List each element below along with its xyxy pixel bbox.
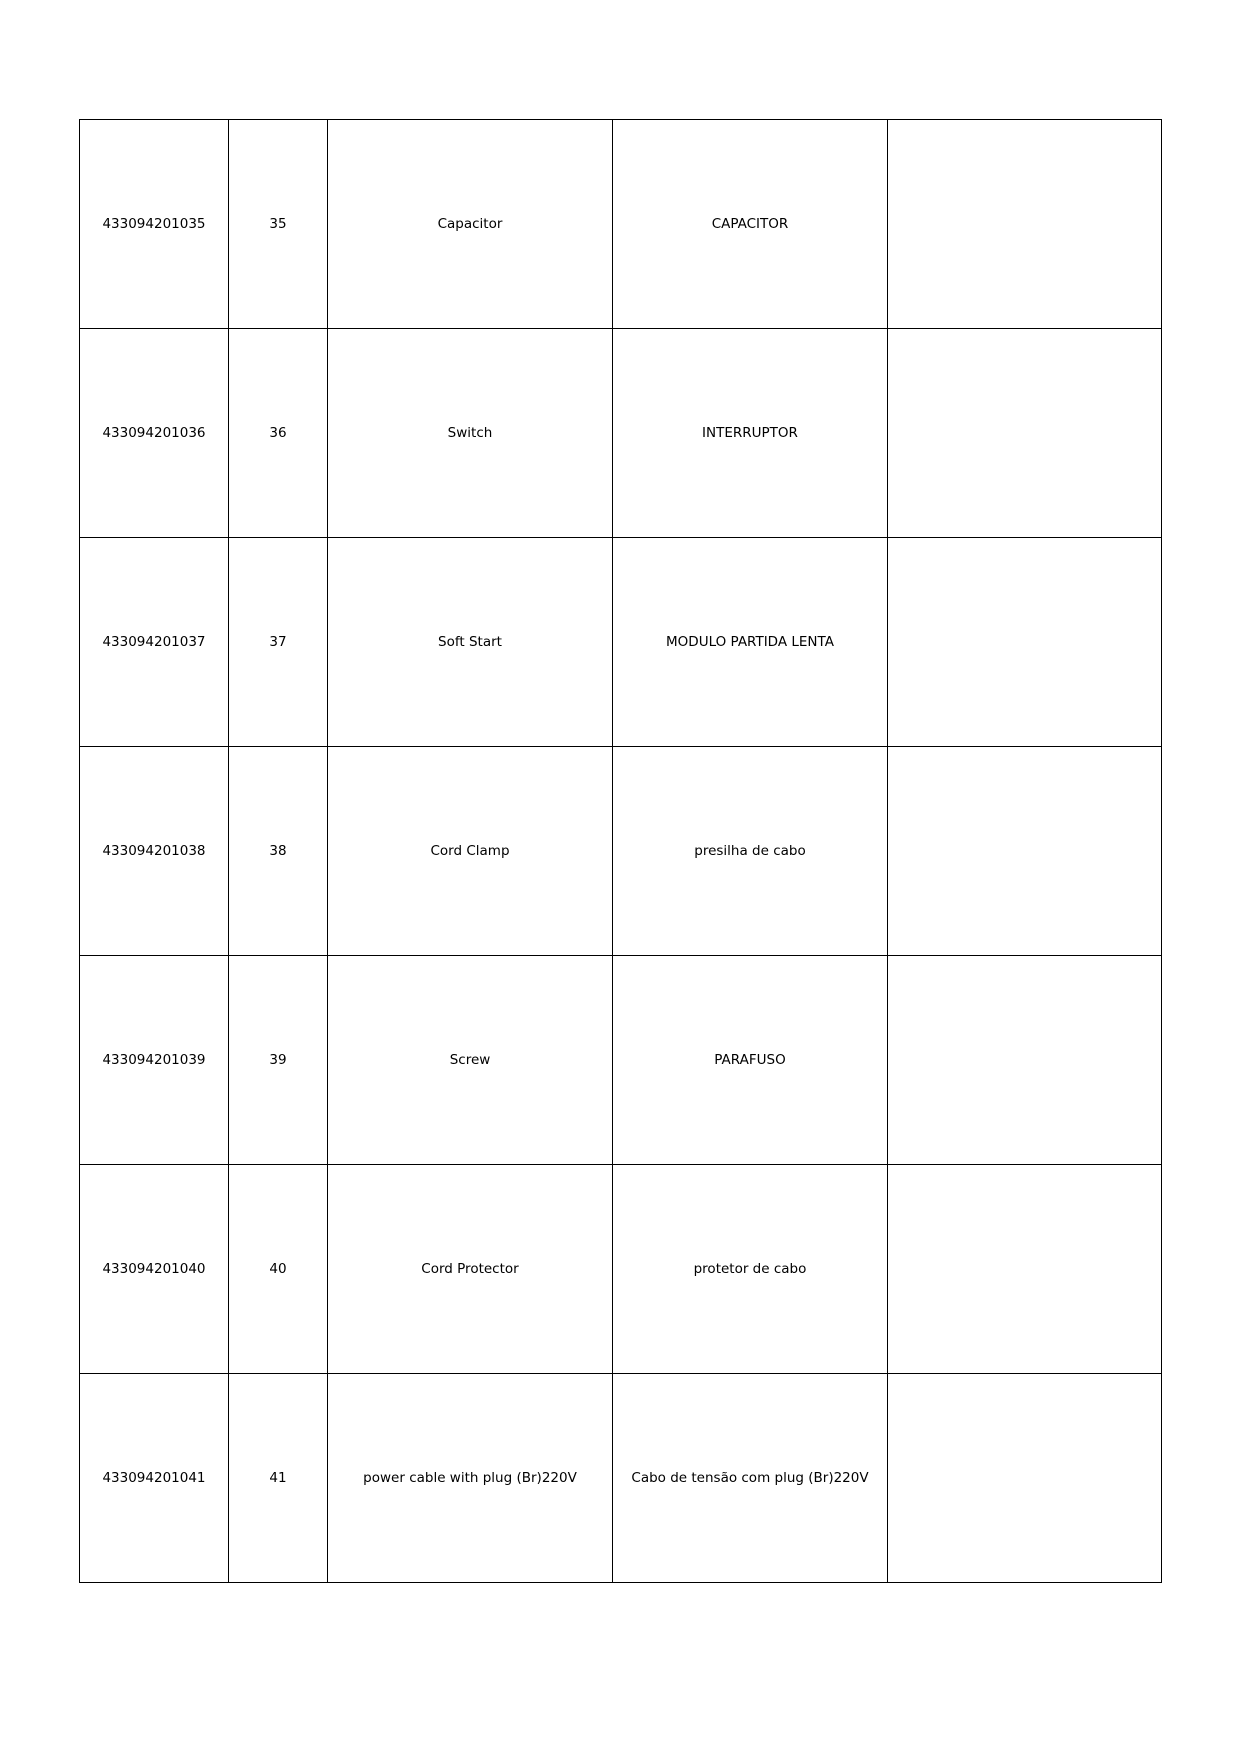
notes-cell	[888, 329, 1162, 538]
notes-cell	[888, 956, 1162, 1165]
description-pt-cell: Cabo de tensão com plug (Br)220V	[613, 1374, 888, 1583]
description-pt-cell: presilha de cabo	[613, 747, 888, 956]
item-number-cell: 41	[229, 1374, 328, 1583]
description-pt-cell: MODULO PARTIDA LENTA	[613, 538, 888, 747]
notes-cell	[888, 1374, 1162, 1583]
notes-cell	[888, 538, 1162, 747]
table-row	[80, 1165, 1162, 1374]
table-row	[80, 1374, 1162, 1583]
table-row	[80, 329, 1162, 538]
parts-table	[79, 119, 1162, 1583]
item-number-cell: 40	[229, 1165, 328, 1374]
description-pt-cell: CAPACITOR	[613, 120, 888, 329]
item-number-cell: 36	[229, 329, 328, 538]
part-code-cell: 433094201040	[80, 1165, 229, 1374]
description-en-cell: power cable with plug (Br)220V	[328, 1374, 613, 1583]
notes-cell	[888, 747, 1162, 956]
description-en-cell: Soft Start	[328, 538, 613, 747]
description-en-cell: Screw	[328, 956, 613, 1165]
part-code-cell: 433094201036	[80, 329, 229, 538]
description-pt-cell: INTERRUPTOR	[613, 329, 888, 538]
notes-cell	[888, 1165, 1162, 1374]
table-row	[80, 956, 1162, 1165]
description-en-cell: Cord Clamp	[328, 747, 613, 956]
item-number-cell: 38	[229, 747, 328, 956]
description-pt-cell: protetor de cabo	[613, 1165, 888, 1374]
description-en-cell: Capacitor	[328, 120, 613, 329]
part-code-cell: 433094201037	[80, 538, 229, 747]
description-en-cell: Switch	[328, 329, 613, 538]
table-row	[80, 538, 1162, 747]
table-row	[80, 120, 1162, 329]
part-code-cell: 433094201038	[80, 747, 229, 956]
description-en-cell: Cord Protector	[328, 1165, 613, 1374]
table-row	[80, 747, 1162, 956]
part-code-cell: 433094201039	[80, 956, 229, 1165]
part-code-cell: 433094201041	[80, 1374, 229, 1583]
description-pt-cell: PARAFUSO	[613, 956, 888, 1165]
item-number-cell: 35	[229, 120, 328, 329]
item-number-cell: 39	[229, 956, 328, 1165]
item-number-cell: 37	[229, 538, 328, 747]
notes-cell	[888, 120, 1162, 329]
part-code-cell: 433094201035	[80, 120, 229, 329]
